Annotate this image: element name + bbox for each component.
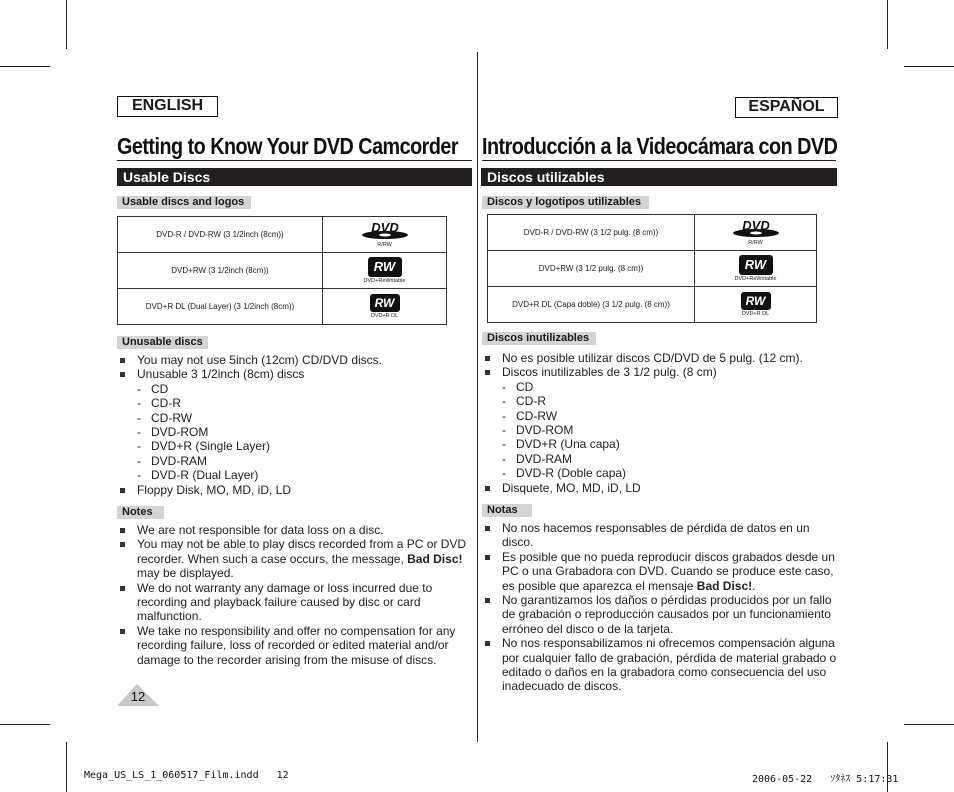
disc-row: [118, 289, 447, 325]
note-item: We are not responsible for data loss on a disc.: [118, 523, 474, 537]
list-item: [483, 365, 839, 480]
disc-name: DVD+R DL (Dual Layer) (3 1/2inch (8cm)): [118, 289, 323, 325]
dvd-logo-icon: [360, 221, 410, 241]
dvd-logo: [695, 215, 817, 251]
title-rule: [117, 160, 472, 161]
rw-logo-icon: RW: [741, 292, 771, 310]
dvd-logo: [323, 217, 447, 253]
disc-name: DVD-R / DVD-RW (3 1/2 pulg. (8 cm)): [488, 215, 695, 251]
sub-list-item: - CD-RW: [502, 409, 839, 423]
dvd-logo-text: DVD: [741, 219, 770, 233]
notes-heading: Notas: [482, 504, 532, 517]
disc-name: DVD-R / DVD-RW (3 1/2inch (8cm)): [118, 217, 323, 253]
usable-discs-heading: Usable discs and logos: [117, 196, 251, 209]
list-item-text: Unusable 3 1/2inch (8cm) discs: [137, 367, 305, 382]
page-title-english: Getting to Know Your DVD Camcorder: [117, 133, 459, 159]
notes-list-spanish: [483, 521, 841, 694]
note-text: may be displayed.: [137, 566, 234, 581]
sub-list-item: - CD: [502, 380, 839, 394]
sub-list-item: - DVD-ROM: [502, 423, 839, 437]
notes-heading: Notes: [117, 506, 164, 519]
crop-mark: [0, 66, 50, 67]
page-number-badge: [117, 684, 159, 706]
note-item: [118, 537, 474, 580]
section-bar-english: Usable Discs: [117, 168, 472, 186]
unusable-discs-heading: Unusable discs: [117, 336, 208, 349]
sub-list-item: - DVD-RAM: [137, 454, 473, 468]
list-item: No es posible utilizar discos CD/DVD de 5 pulg. (12 cm).: [483, 351, 839, 365]
logo-caption: R/RW: [748, 240, 763, 246]
language-label-english: ENGLISH: [117, 96, 218, 117]
notes-list-english: [118, 523, 474, 667]
usable-discs-table-spanish: [487, 214, 817, 323]
note-item: We take no responsibility and offer no compensation for any recording failure, loss of recorded or edited material and/or damage to the recorder arising from the misuse of discs.: [118, 624, 474, 667]
rw-logo: [323, 289, 447, 325]
note-text: You may not be able to play discs recorded from a PC or DVD recorder. When such a case occurs, the message,: [137, 537, 467, 566]
disc-row: [118, 253, 447, 289]
note-item: No nos hacemos responsables de pérdida de datos en un disco.: [483, 521, 841, 550]
usable-discs-table-english: [117, 216, 447, 325]
sub-list-item: - CD-RW: [137, 411, 473, 425]
rw-logo-icon: RW: [370, 294, 400, 312]
unusable-discs-list-english: [118, 353, 473, 497]
rw-logo-icon: RW: [368, 257, 402, 277]
sub-list-item: - DVD-ROM: [137, 425, 473, 439]
sub-list: [502, 380, 839, 481]
usable-discs-heading: Discos y logotipos utilizables: [482, 196, 649, 209]
note-item: We do not warranty any damage or loss incurred due to recording and playback failure caused by disc or card malfunction.: [118, 581, 474, 624]
note-text: .: [752, 578, 756, 593]
logo-caption: DVD+R DL: [370, 313, 399, 319]
list-item: Floppy Disk, MO, MD, iD, LD: [118, 483, 473, 497]
sub-list-item: - DVD-R (Doble capa): [502, 466, 839, 480]
dvd-logo-icon: [731, 219, 781, 239]
unusable-discs-list-spanish: [483, 351, 839, 495]
disc-name: DVD+RW (3 1/2inch (8cm)): [118, 253, 323, 289]
bad-disc-message: Bad Disc!: [696, 578, 753, 593]
page-title-spanish: Introducción a la Videocámara con DVD: [482, 133, 838, 159]
sub-list-item: - DVD-RAM: [502, 452, 839, 466]
footer-file-info: Mega_US_LS_1_060517_Film.indd 12: [84, 770, 289, 781]
language-label-spanish: ESPAÑOL: [735, 97, 838, 118]
disc-row: [488, 287, 817, 323]
rw-logo: [695, 287, 817, 323]
section-bar-spanish: Discos utilizables: [481, 168, 837, 186]
column-divider: [477, 52, 478, 742]
rw-logo: [695, 251, 817, 287]
list-item: [118, 367, 473, 482]
crop-mark: [66, 0, 67, 49]
list-item: You may not use 5inch (12cm) CD/DVD discs.: [118, 353, 473, 367]
sub-list: [137, 382, 473, 483]
crop-mark: [887, 0, 888, 49]
rw-logo: [323, 253, 447, 289]
title-rule: [482, 160, 836, 161]
crop-mark: [904, 724, 954, 725]
note-text: Es posible que no pueda reproducir discos grabados desde un PC o una Grabadora con DVD. Cuando se produce este caso, es posible que aparezca el mensaje: [502, 549, 835, 593]
unusable-discs-heading: Discos inutilizables: [482, 332, 596, 345]
sub-list-item: - CD: [137, 382, 473, 396]
bad-disc-message: Bad Disc!: [407, 551, 463, 566]
note-item: [483, 550, 841, 593]
crop-mark: [904, 66, 954, 67]
page-number: 12: [130, 689, 146, 704]
disc-row: [488, 251, 817, 287]
sub-list-item: - DVD+R (Single Layer): [137, 439, 473, 453]
rw-logo-icon: RW: [739, 255, 773, 275]
note-item: No nos responsabilizamos ni ofrecemos compensación alguna por cualquier fallo de grabación, pérdida de material grabado o editado o daños en la grabadora como consecuencia del uso inadecuado de discos.: [483, 636, 841, 694]
disc-name: DVD+R DL (Capa doble) (3 1/2 pulg. (8 cm)): [488, 287, 695, 323]
sub-list-item: - CD-R: [137, 396, 473, 410]
sub-list-item: - DVD-R (Dual Layer): [137, 468, 473, 482]
disc-row: [118, 217, 447, 253]
disc-name: DVD+RW (3 1/2 pulg. (8 cm)): [488, 251, 695, 287]
sub-list-item: - CD-R: [502, 394, 839, 408]
footer-timestamp: 2006-05-22 ｿﾀﾈｽ 5:17:31: [752, 774, 899, 785]
crop-mark: [0, 724, 50, 725]
logo-caption: DVD+ReWritable: [363, 278, 406, 284]
logo-caption: R/RW: [377, 242, 392, 248]
list-item: Disquete, MO, MD, iD, LD: [483, 481, 839, 495]
sub-list-item: - DVD+R (Una capa): [502, 437, 839, 451]
crop-mark: [66, 742, 67, 792]
note-item: No garantizamos los daños o pérdidas producidos por un fallo de grabación o reproducción causados por un funcionamiento erróneo del disco o de la tarjeta.: [483, 593, 841, 636]
disc-row: [488, 215, 817, 251]
list-item-text: Discos inutilizables de 3 1/2 pulg. (8 cm): [502, 365, 717, 380]
logo-caption: DVD+R DL: [741, 311, 770, 317]
logo-caption: DVD+ReWritable: [734, 276, 777, 282]
dvd-logo-text: DVD: [370, 221, 399, 235]
